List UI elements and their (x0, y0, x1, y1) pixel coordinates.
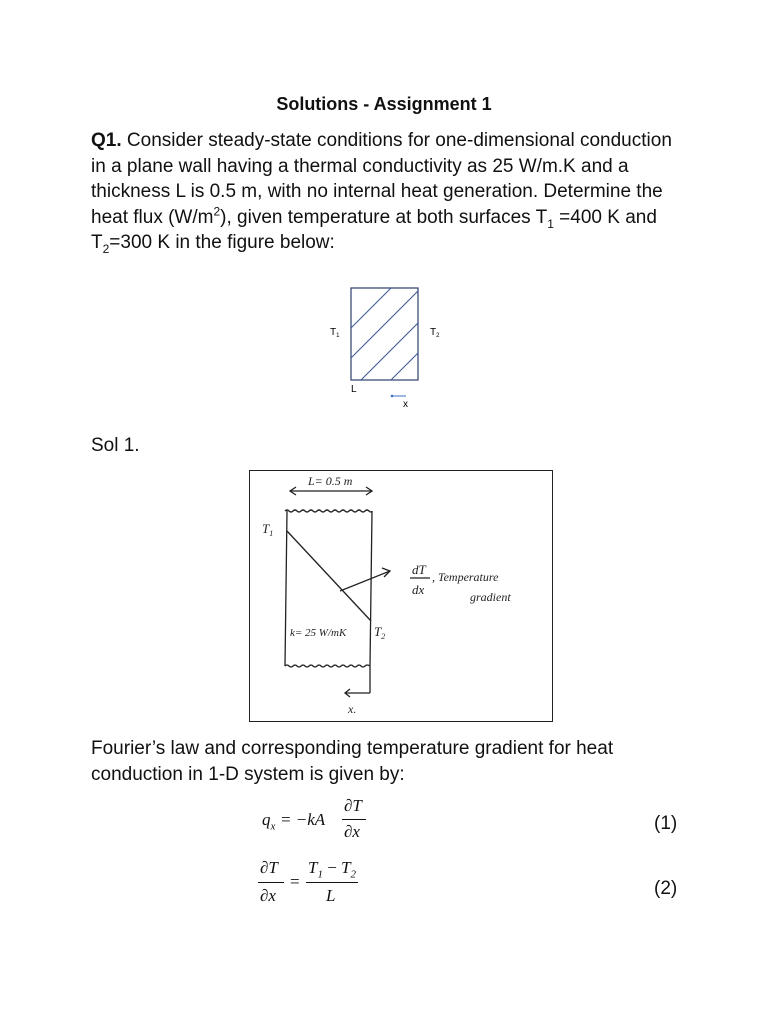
gradient-text-line-2: gradient (470, 590, 511, 604)
x-arrow-head (391, 395, 394, 398)
wall-t2-label: $T_2$ (430, 327, 440, 339)
equation-2 (258, 858, 378, 910)
eq2-rhs-bar (306, 882, 358, 883)
handwritten-diagram (250, 471, 552, 721)
eq2-rhs-numerator: $T_1 - T_2$ (308, 858, 357, 881)
fourier-law-text: Fourier’s law and corresponding temperature gradient for heat conduction in 1-D system is given by: (91, 738, 614, 785)
wall-top-edge (285, 510, 372, 512)
temperature-profile (287, 531, 371, 621)
wall-outline (351, 288, 418, 380)
gradient-text-line-1: , Temperature (432, 570, 499, 584)
sketch-text (262, 474, 511, 716)
page-title: Solutions - Assignment 1 (276, 94, 492, 114)
eq1-middle: = −kA (280, 810, 326, 829)
sketch-t1-label: $T_1$ (262, 521, 274, 538)
question-label: Q1. (91, 130, 122, 151)
wall-t1-label: $T_1$ (330, 327, 340, 339)
wall-l-label: L (351, 384, 357, 395)
wall-x-label: x (403, 399, 408, 410)
thickness-label: L= 0.5 m (308, 474, 353, 488)
eq2-lhs-bar (258, 882, 284, 883)
question-text-part: ), given temperature at both surfaces T (220, 206, 548, 228)
subscript: 1 (547, 216, 554, 231)
eq2-lhs-numerator: ∂T (260, 858, 278, 877)
gradient-arrow (340, 571, 390, 591)
gradient-denominator: dx (412, 582, 425, 597)
gradient-numerator: dT (412, 562, 426, 577)
sketch-lines (285, 487, 430, 697)
sketch-x-label: x. (348, 702, 357, 716)
eq2-equals: = (290, 872, 300, 891)
wall-right-edge (370, 511, 372, 666)
wall-figure (320, 280, 460, 420)
solution-label: Sol 1. (91, 435, 140, 456)
eq1-numerator: ∂T (344, 796, 362, 815)
wall-diagram (320, 280, 460, 415)
question-text-part: Consider steady-state conditions for one-dimensional conduction in a plane wall having a thermal conductivity as 25 W/m.K and a thickness L is 0.5 m, with no internal heat generation. Determine the heat flux (W/m (91, 130, 672, 228)
conductivity-label: k= 25 W/mK (290, 627, 347, 639)
eq1-lhs: $q_x$ (262, 810, 276, 833)
question-1 (91, 128, 691, 256)
eq2-rhs-denominator: L (326, 886, 336, 905)
equation-1-number: (1) (654, 813, 678, 834)
superscript: 2 (213, 204, 221, 219)
question-text-part: =400 K and T (91, 206, 657, 253)
eq1-fraction-bar (342, 819, 366, 820)
equation-1 (262, 796, 402, 846)
handwritten-figure (249, 470, 553, 722)
question-text-part: =300 K in the figure below: (109, 232, 335, 253)
wall-bottom-edge (285, 665, 370, 667)
wall-hatching (351, 288, 421, 380)
wall-left-edge (285, 511, 287, 666)
eq1-denominator: ∂x (344, 822, 360, 841)
sketch-t2-label: $T_2$ (374, 624, 386, 641)
subscript: 2 (102, 241, 110, 256)
eq2-lhs-denominator: ∂x (260, 886, 276, 905)
equation-2-number: (2) (654, 878, 678, 899)
